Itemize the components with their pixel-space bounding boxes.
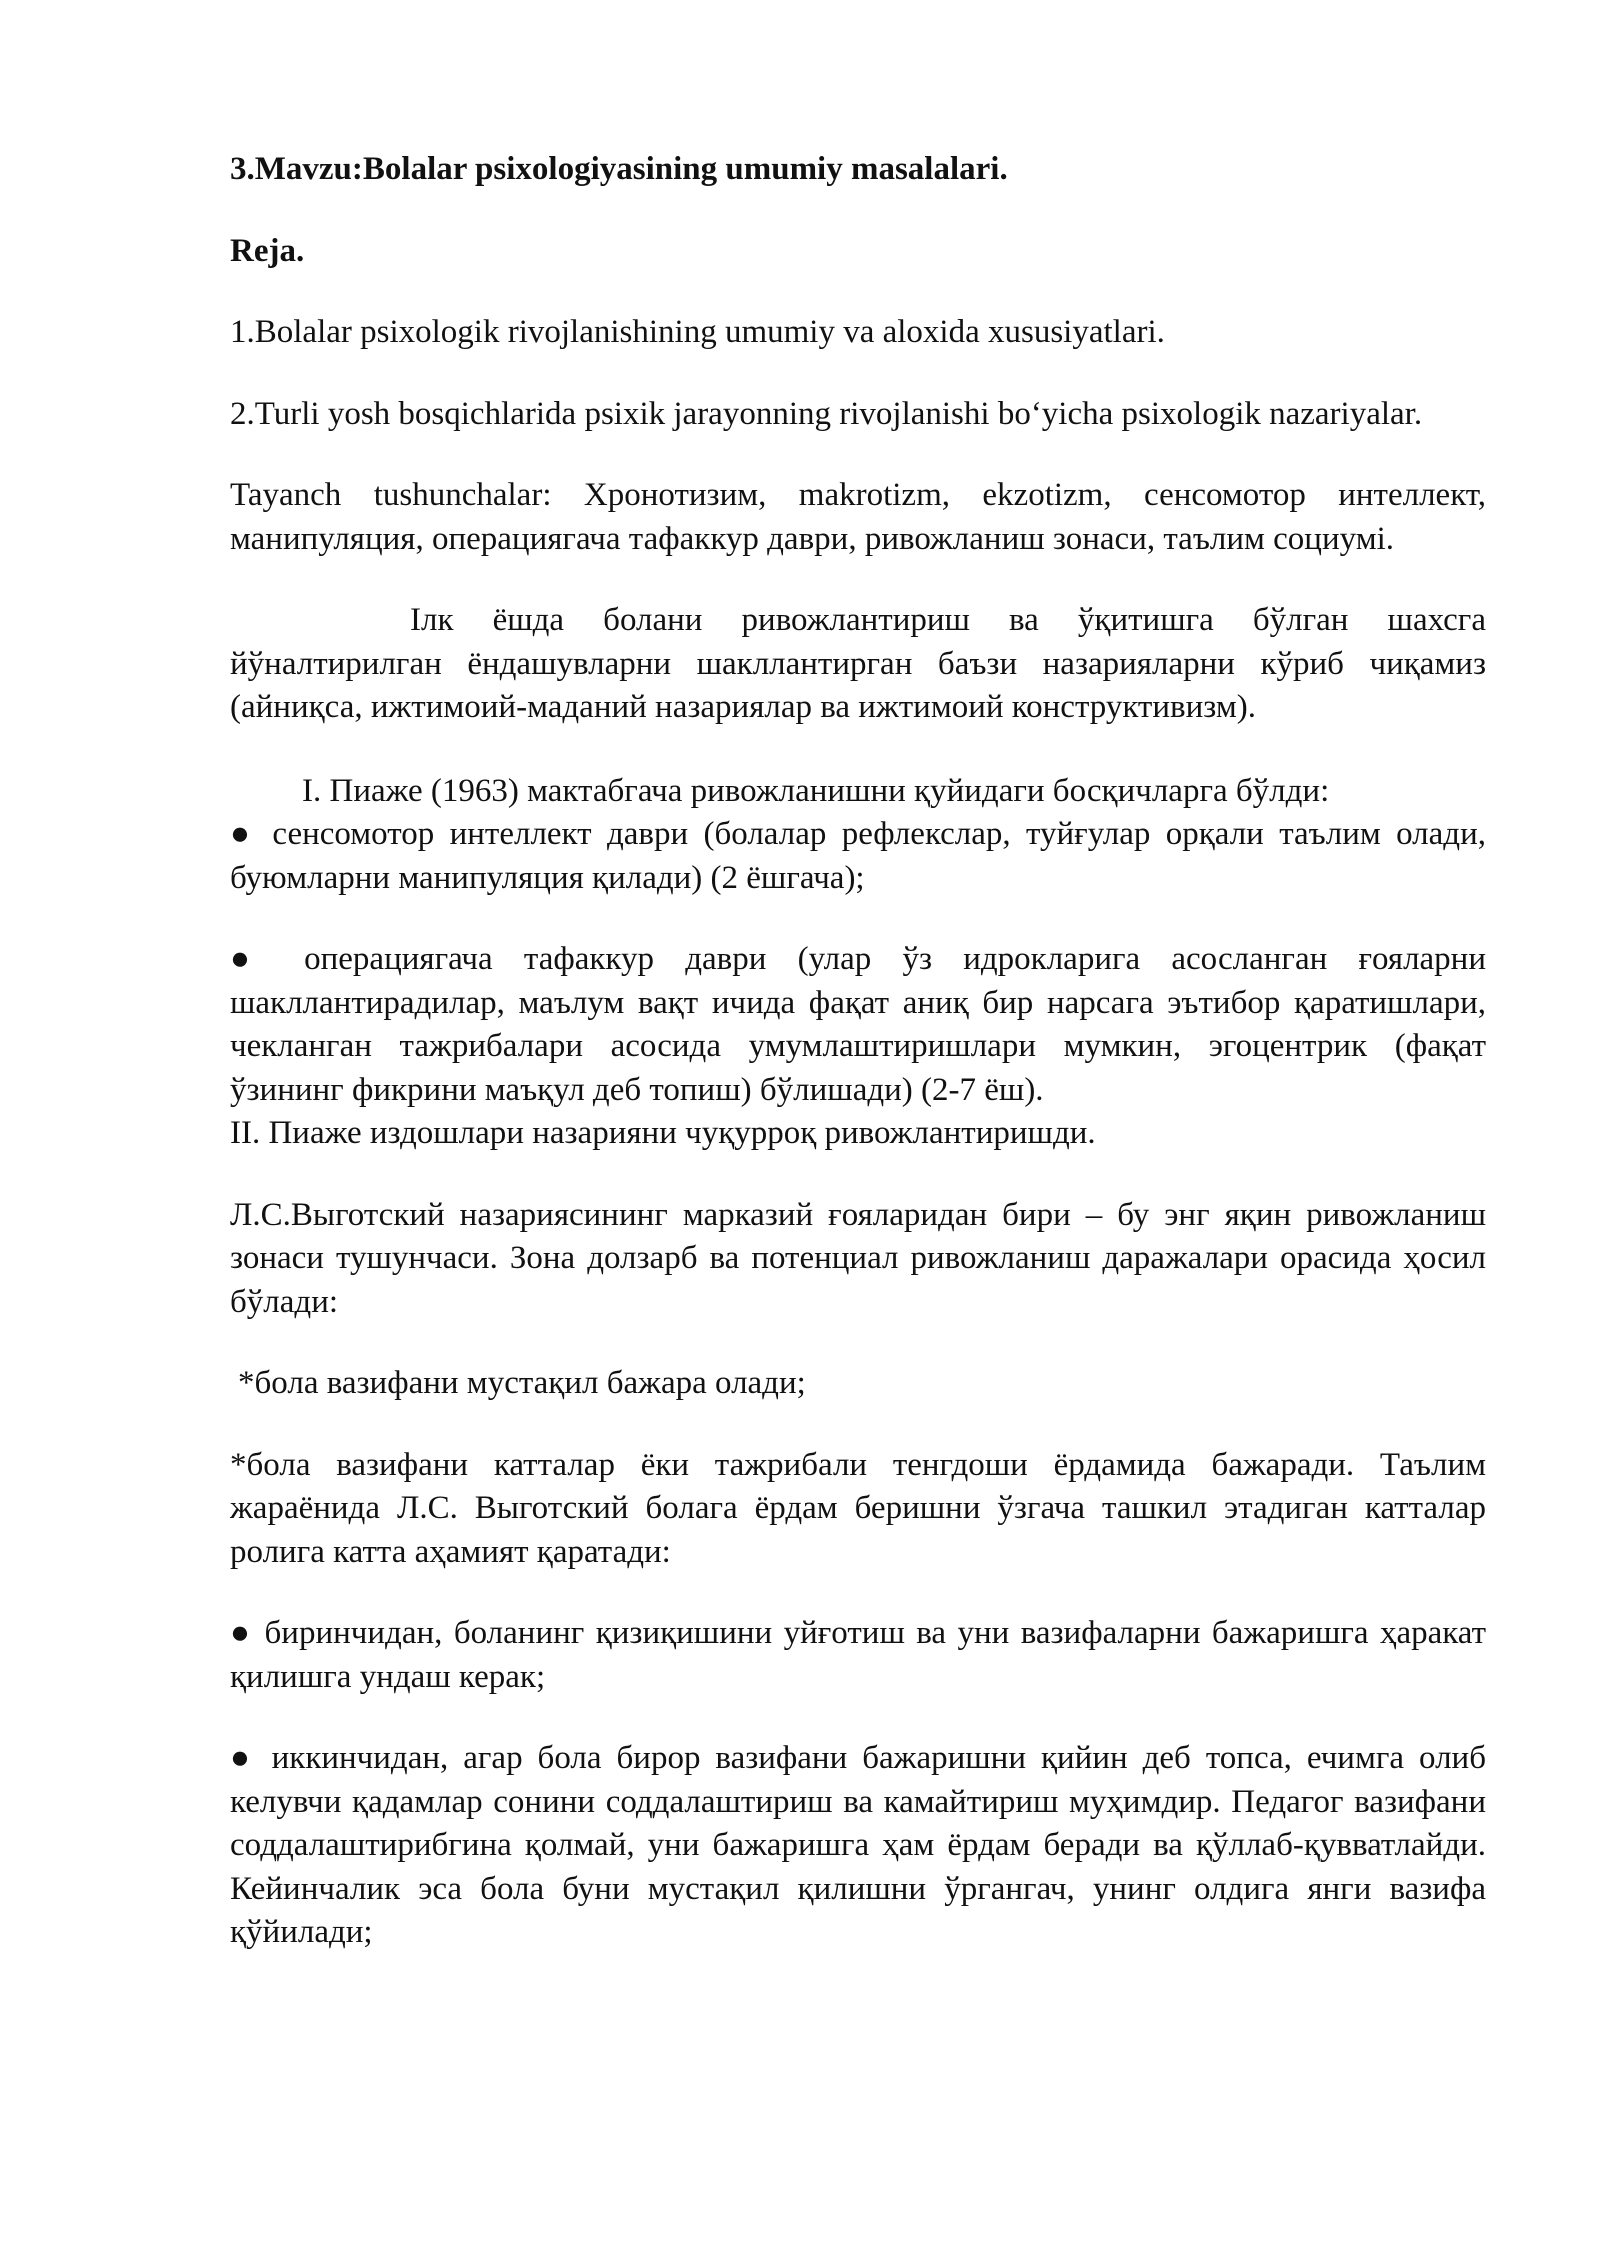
plan-item-1: 1.Bolalar psixologik rivojlanishining umumiy va aloxida xususiyatlari.: [230, 314, 1165, 350]
piaget-block: [230, 770, 1486, 901]
plan-heading: Reja.: [230, 232, 305, 269]
document-title: 3.Mavzu:Bolalar psixologiyasining umumiy masalalari.: [230, 151, 1008, 187]
document-page: [230, 148, 1486, 1993]
zone-item-1: *бола вазифани мустақил бажара олади;: [238, 1365, 806, 1401]
piaget-stage-1: ● сенсомотор интеллект даври (болалар рефлекслар, туйғулар орқали таълим олади, буюмларни манипуляция қилади) (2 ёшгача);: [230, 816, 1486, 896]
piaget-stage-2: ● операциягача тафаккур даври (улар ўз идрокларига асосланган ғояларни шакллантирадилар, маълум вақт ичида фақат аниқ бир нарсага эътибор қаратишлари, чекланган тажрибалари асосида умумлаштиришлари мумкин, эгоцентрик (фақат ўзининг фикрини маъқул деб топиш) бўлишади) (2-7 ёш).: [230, 941, 1486, 1108]
intro-paragraph: Ілк ёшда болани ривожлантириш ва ўқитишга бўлган шахсга йўналтирилган ёндашувларни шакллантирган баъзи назарияларни кўриб чиқамиз (айниқса, ижтимоий-маданий назариялар ва ижтимоий конструктивизм).: [230, 602, 1486, 725]
key-concepts: Tayanch tushunchalar: Хронотизим, makrotizm, ekzotizm, сенсомотор интеллект, манипуляция, операциягача тафаккур даври, ривожланиш зонаси, таълим социумі.: [230, 477, 1486, 557]
adult-role-1: ● биринчидан, боланинг қизиқишини уйғотиш ва уни вазифаларни бажаришга ҳаракат қилишга ундаш керак;: [230, 1615, 1486, 1695]
plan-item-2: 2.Turli yosh bosqichlarida psixik jarayonning rivojlanishi bo‘yicha psixologik nazariyalar.: [230, 395, 1423, 432]
piaget-stage-2-block: [230, 938, 1486, 1156]
adult-role-2: ● иккинчидан, агар бола бирор вазифани бажаришни қийин деб топса, ечимга олиб келувчи қадамлар сонини соддалаштириш ва камайтириш муҳимдир. Педагог вазифани соддалаштирибгина қолмай, уни бажаришга ҳам ёрдам беради ва қўллаб-қувватлайди. Кейинчалик эса бола буни мустақил қилишни ўргангач, унинг олдига янги вазифа қўйилади;: [230, 1740, 1486, 1950]
vygotsky-paragraph: Л.С.Выготский назариясининг марказий ғояларидан бири – бу энг яқин ривожланиш зонаси тушунчаси. Зона долзарб ва потенциал ривожланиш даражалари орасида ҳосил бўлади:: [230, 1196, 1486, 1320]
piaget-followers: II. Пиаже издошлари назарияни чуқурроқ ривожлантиришди.: [230, 1115, 1096, 1151]
zone-item-2: *бола вазифани катталар ёки тажрибали тенгдоши ёрдамида бажаради. Таълим жараёнида Л.С. Выготский болага ёрдам беришни ўзгача ташкил этадиган катталар ролига катта аҳамият қаратади:: [230, 1446, 1486, 1570]
piaget-stages-intro: I. Пиаже (1963) мактабгача ривожланишни қуйидаги босқичларга бўлди:: [302, 772, 1330, 809]
